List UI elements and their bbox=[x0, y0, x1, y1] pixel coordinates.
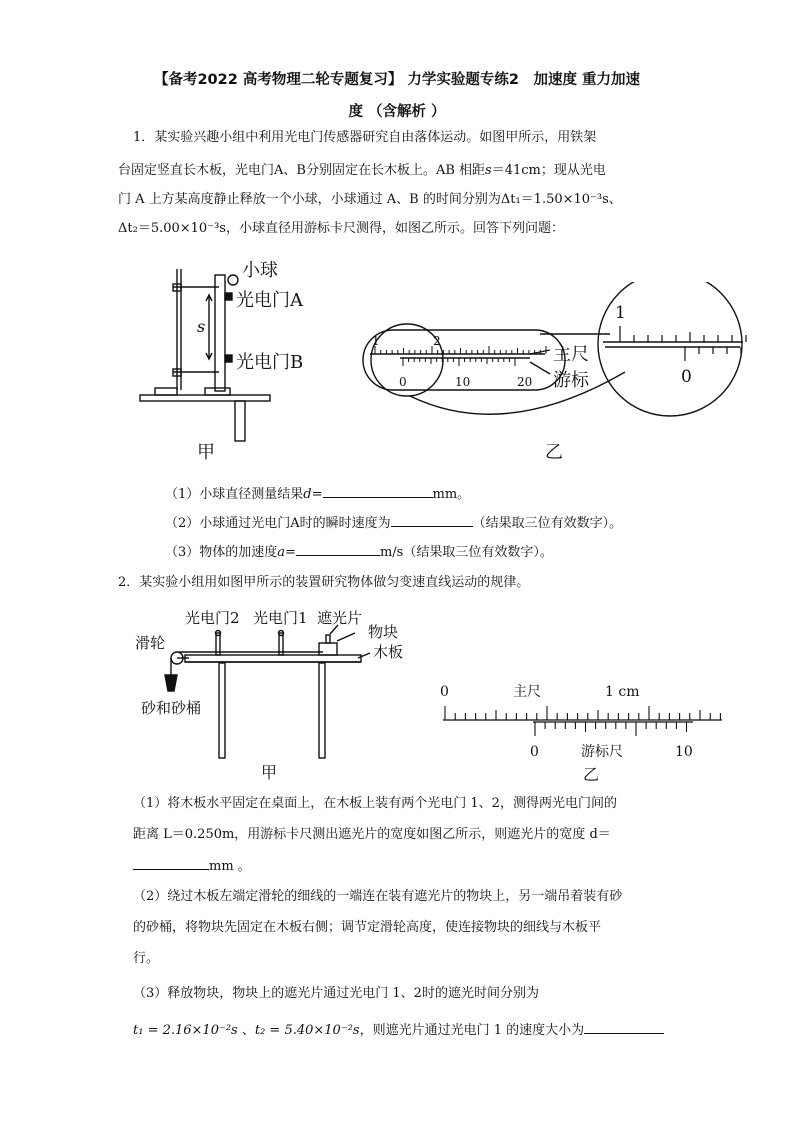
label-ball: 小球 bbox=[242, 260, 278, 281]
answer-blank-velocity[interactable] bbox=[391, 512, 473, 527]
label-board: 木板 bbox=[373, 643, 404, 661]
label-main-scale: 主尺 bbox=[553, 344, 589, 365]
label-gate-b: 光电门B bbox=[236, 352, 304, 373]
q1-line-d: Δt₂＝5.00×10⁻³s，小球直径用游标卡尺测得，如图乙所示。回答下列问题： bbox=[118, 221, 564, 236]
q2-intro: 2．某实验小组用如图甲所示的装置研究物体做匀变速直线运动的规律。 bbox=[118, 575, 530, 590]
answer-blank-speed[interactable] bbox=[584, 1019, 664, 1034]
answer-blank-acceleration[interactable] bbox=[296, 541, 380, 556]
title-line-1: 【备考2022 高考物理二轮专题复习】 力学实验题专练2 加速度 重力加速 bbox=[153, 72, 641, 88]
label-gate-2: 光电门2 bbox=[185, 609, 240, 627]
label-gate-a: 光电门A bbox=[236, 290, 303, 311]
small-scale-num-1: 1 bbox=[372, 334, 380, 348]
caption-jia-1: 甲 bbox=[197, 442, 215, 463]
q2-sub1-line-a: （1）将木板水平固定在桌面上，在木板上装有两个光电门 1、2，测得两光电门间的 bbox=[133, 796, 617, 811]
vernier-num-10: 10 bbox=[455, 375, 471, 389]
zoom-main-num: 1 bbox=[615, 303, 626, 323]
label-gate-1: 光电门1 bbox=[253, 609, 308, 627]
vernier-num-20: 20 bbox=[517, 375, 533, 389]
caption-yi-1: 乙 bbox=[545, 442, 563, 463]
q2-sub2-line-c: 行。 bbox=[133, 951, 160, 966]
q1-figure-jia bbox=[135, 255, 340, 465]
answer-blank-width[interactable] bbox=[133, 855, 209, 870]
q1-line-c: 门 A 上方某高度静止释放一个小球，小球通过 A、B 的时间分别为Δt₁＝1.50×10⁻³s、 bbox=[118, 192, 622, 207]
q2-label-vernier: 游标尺 bbox=[581, 744, 623, 760]
q1-line-a: 1．某实验兴趣小组中利用光电门传感器研究自由落体运动。如图甲所示，用铁架 bbox=[133, 130, 597, 145]
q2-scale-1cm: 1 cm bbox=[605, 684, 640, 700]
q1-figure-yi bbox=[355, 282, 750, 467]
q2-figure-yi bbox=[435, 680, 735, 785]
q2-label-main-scale: 主尺 bbox=[513, 684, 541, 700]
title-line-2: 度 （含解析 ） bbox=[348, 104, 446, 120]
q2-sub3-line-a: （3）释放物块，物块上的遮光片通过光电门 1、2时的遮光时间分别为 bbox=[133, 986, 539, 1001]
q1-sub-2: （2）小球通过光电门A时的瞬时速度为 （结果取三位有效数字）。 bbox=[165, 512, 622, 535]
label-shade: 遮光片 bbox=[317, 609, 363, 627]
small-scale-num-2: 2 bbox=[433, 334, 441, 348]
zoom-vernier-num: 0 bbox=[681, 367, 692, 387]
q1-line-b: 台固定竖直长木板，光电门A、B分别固定在长木板上。AB 相距s＝41cm；现从光电 bbox=[118, 163, 606, 178]
q2-vernier-0: 0 bbox=[530, 744, 539, 760]
caption-jia-2: 甲 bbox=[261, 763, 278, 782]
caption-yi-2: 乙 bbox=[583, 765, 600, 784]
label-vernier: 游标 bbox=[553, 370, 589, 391]
answer-blank-d[interactable] bbox=[323, 483, 433, 498]
label-s: s bbox=[197, 317, 206, 336]
q2-vernier-10: 10 bbox=[675, 744, 693, 760]
vernier-num-0: 0 bbox=[399, 375, 407, 389]
q2-sub1-line-b: 距离 L＝0.250m，用游标卡尺测出遮光片的宽度如图乙所示，则遮光片的宽度 d＝ bbox=[133, 827, 611, 842]
label-pulley: 滑轮 bbox=[135, 634, 166, 652]
q1-intro bbox=[133, 123, 693, 152]
q1-sub-3: （3）物体的加速度a= m/s（结果取三位有效数字）。 bbox=[165, 541, 553, 564]
q2-scale-zero: 0 bbox=[440, 684, 449, 700]
q1-sub-1: （1）小球直径测量结果d= mm。 bbox=[165, 483, 470, 506]
q2-figure-jia bbox=[133, 603, 428, 783]
q2-sub2-line-b: 的砂桶，将物块先固定在木板右侧；调节定滑轮高度，使连接物块的细线与木板平 bbox=[133, 920, 602, 935]
label-bucket: 砂和砂桶 bbox=[141, 699, 202, 717]
q2-sub3-line-b: t₁ = 2.16×10⁻²s 、t₂ = 5.40×10⁻²s，则遮光片通过光电门 1 的速度大小为 bbox=[133, 1019, 664, 1042]
q2-sub1-line-c: mm 。 bbox=[133, 855, 251, 878]
document-title bbox=[60, 64, 734, 128]
q2-sub2-line-a: （2）绕过木板左端定滑轮的细线的一端连在装有遮光片的物块上，另一端吊着装有砂 bbox=[133, 889, 623, 904]
label-block: 物块 bbox=[368, 623, 399, 641]
